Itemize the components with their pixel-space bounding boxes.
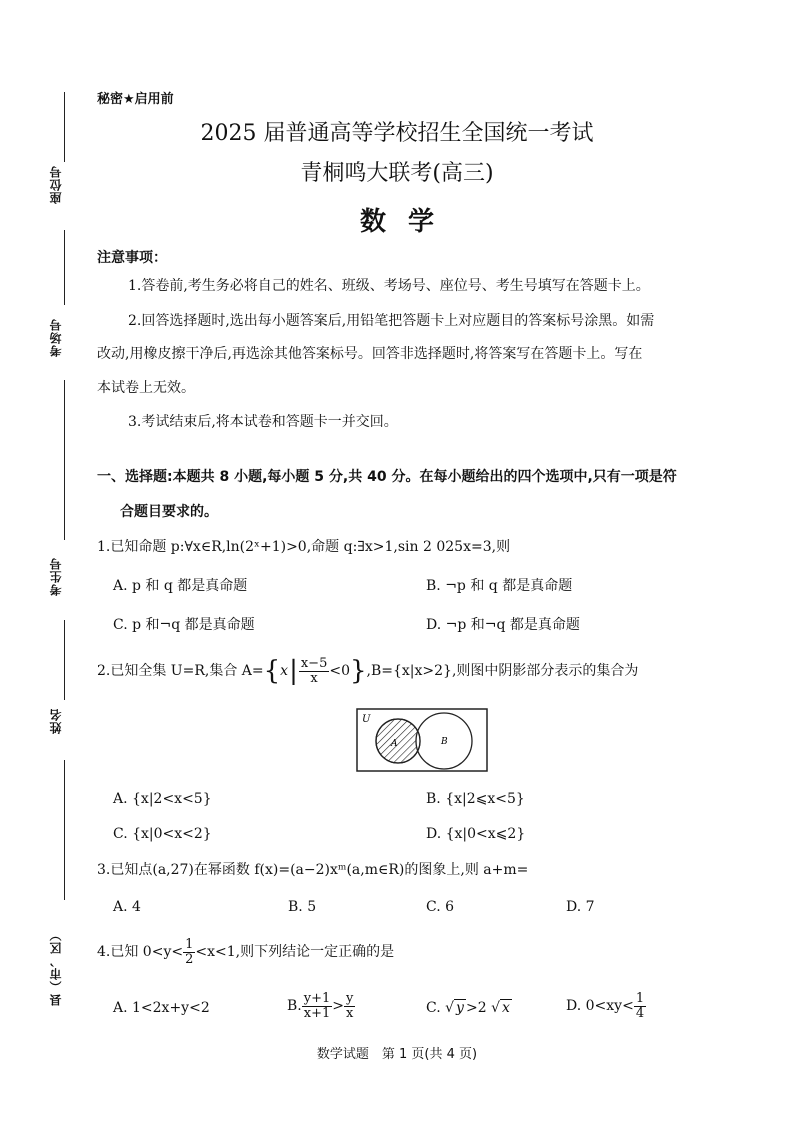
exam-title: 2025 届普通高等学校招生全国统一考试	[200, 121, 594, 146]
section-heading-cont: 合题目要求的。	[120, 504, 218, 520]
question-3-option-a: A. 4	[113, 899, 141, 915]
quarter-fraction	[634, 992, 646, 1021]
option-b-gt: >	[332, 998, 344, 1014]
question-3-stem: 3.已知点(a,27)在幂函数 f(x)=(a−2)xᵐ(a,m∈R)的图象上,则 a+m=	[97, 862, 529, 878]
exam-room-label: 考场号	[49, 318, 63, 357]
question-3-option-b: B. 5	[288, 899, 317, 915]
set-bar: |	[289, 656, 298, 686]
fraction-numerator: 1	[185, 936, 194, 952]
venn-b-label: B	[441, 737, 448, 747]
question-1-option-b: B. ¬p 和 q 都是真命题	[426, 578, 573, 594]
notice-item-3: 3.考试结束后,将本试卷和答题卡一并交回。	[128, 414, 398, 430]
fraction-numerator: 1	[635, 990, 645, 1006]
venn-diagram	[356, 708, 488, 772]
subject-title: 数学	[359, 207, 456, 237]
margin-line	[64, 380, 65, 540]
confidential-mark: 秘密★启用前	[97, 92, 174, 107]
fraction-denominator: 2	[185, 951, 194, 967]
margin-line	[64, 230, 65, 305]
option-b-fraction-right	[344, 992, 355, 1021]
fraction-numerator: y	[346, 990, 354, 1006]
question-4-option-a: A. 1<2x+y<2	[113, 1000, 210, 1016]
question-2-stem	[97, 654, 638, 688]
venn-a-label: A	[391, 739, 398, 749]
question-4-stem-start: 4.已知 0<y<	[97, 944, 184, 960]
notice-item-2: 2.回答选择题时,选出每小题答案后,用铅笔把答题卡上对应题目的答案标号涂黑。如需	[128, 313, 655, 329]
fraction-denominator: 4	[635, 1005, 645, 1021]
fraction-denominator: x	[310, 670, 318, 686]
half-fraction	[183, 938, 195, 967]
margin-line	[64, 760, 65, 900]
question-2-option-d: D. {x|0<x⩽2}	[426, 826, 526, 842]
question-2-stem-end: ,B={x|x>2},则图中阴影部分表示的集合为	[366, 663, 639, 679]
sqrt-y: y	[456, 1000, 464, 1016]
notice-heading: 注意事项：	[97, 250, 167, 266]
notice-item-1: 1.答卷前,考生务必将自己的姓名、班级、考场号、座位号、考生号填写在答题卡上。	[128, 278, 650, 294]
notice-item-2-cont: 改动,用橡皮擦干净后,再选涂其他答案标号。回答非选择题时,将答案写在答题卡上。写在	[97, 346, 643, 362]
set-condition: <0	[329, 663, 350, 679]
question-1-option-d: D. ¬p 和¬q 都是真命题	[426, 617, 580, 633]
question-3-option-d: D. 7	[566, 899, 595, 915]
student-no-label: 考生号	[49, 557, 63, 596]
fraction-numerator: y+1	[303, 990, 331, 1006]
section-heading: 一、选择题:本题共 8 小题,每小题 5 分,共 40 分。在每小题给出的四个选项中,只有一项是符	[97, 469, 677, 485]
county-label: 县（市、区）	[49, 928, 63, 1006]
set-brace-open: {	[263, 656, 281, 686]
set-fraction	[299, 657, 330, 686]
question-2-option-c: C. {x|0<x<2}	[113, 826, 212, 842]
fraction-denominator: x+1	[303, 1005, 331, 1021]
question-1-option-c: C. p 和¬q 都是真命题	[113, 617, 255, 633]
notice-item-2-cont: 本试卷上无效。	[97, 380, 195, 396]
question-4-option-c	[426, 1000, 512, 1016]
fraction-numerator: x−5	[300, 655, 328, 671]
sqrt-x: x	[501, 1000, 510, 1016]
margin-line	[64, 620, 65, 700]
option-d-prefix: D. 0<xy<	[566, 998, 634, 1014]
question-3-option-c: C. 6	[426, 899, 455, 915]
set-variable: x	[280, 663, 289, 679]
option-b-fraction-left	[302, 992, 333, 1021]
option-c-prefix: C.	[426, 1000, 441, 1016]
name-label: 姓名	[49, 708, 63, 734]
exam-subtitle: 青桐鸣大联考(高三)	[300, 161, 494, 186]
set-brace-close: }	[349, 656, 367, 686]
question-4-stem	[97, 934, 394, 970]
page-footer: 数学试题 第 1 页(共 4 页)	[316, 1047, 478, 1062]
question-2-option-b: B. {x|2⩽x<5}	[426, 791, 525, 807]
venn-u-label: U	[362, 714, 371, 725]
option-b-prefix: B.	[287, 998, 302, 1014]
fraction-denominator: x	[346, 1005, 354, 1021]
question-4-option-b	[287, 988, 355, 1024]
question-1-stem: 1.已知命题 p:∀x∈R,ln(2ˣ+1)>0,命题 q:∃x>1,sin 2 025x=3,则	[97, 539, 511, 555]
seat-label: 座位号	[49, 165, 63, 204]
question-4-option-d	[566, 988, 646, 1024]
sqrt-sign: √	[445, 1000, 455, 1016]
sqrt-sign: √	[491, 1000, 500, 1016]
question-2-option-a: A. {x|2<x<5}	[113, 791, 212, 807]
question-4-stem-end: <x<1,则下列结论一定正确的是	[195, 944, 395, 960]
option-c-middle: >2	[465, 1000, 487, 1016]
question-2-stem-start: 2.已知全集 U=R,集合 A=	[97, 663, 264, 679]
question-1-option-a: A. p 和 q 都是真命题	[113, 578, 248, 594]
